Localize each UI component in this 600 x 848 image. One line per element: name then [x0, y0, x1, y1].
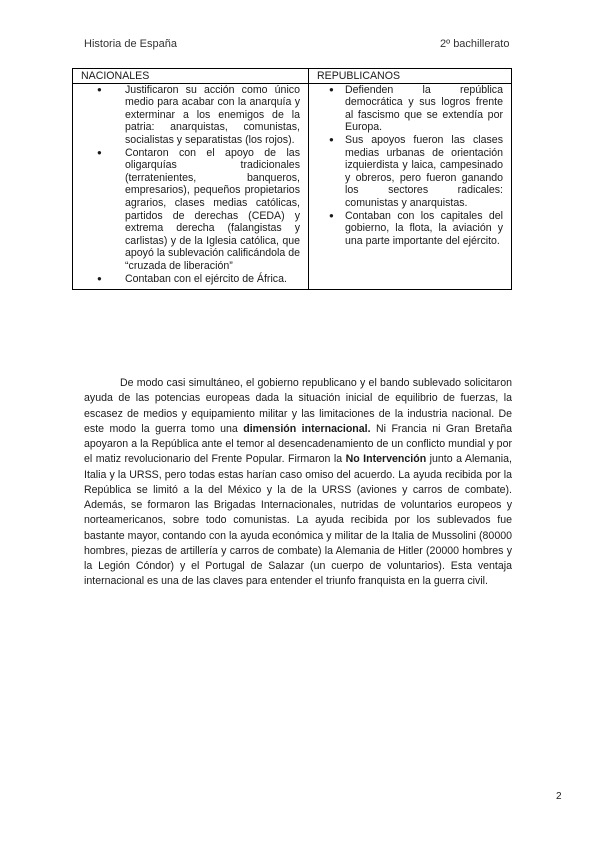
comparison-table — [72, 68, 512, 290]
republicanos-cell — [309, 83, 512, 290]
list-item: ● Contaron con el apoyo de las oligarquías tradicionales (terratenientes, banqueros, empresarios), pequeños propietarios agrarios, clases medias católicas, partidos de derechas (CEDA) y extrema derecha (falangistas y carlistas) y de la Iglesia católica, que apoyó la sublevación calificándola de “cruzada de liberación” — [125, 147, 300, 273]
list-item: ● Contaban con los capitales del gobierno, la flota, la aviación y una parte importante del ejército. — [345, 210, 503, 248]
page-number: 2 — [556, 791, 562, 802]
list-item: ● Defienden la república democrática y sus logros frente al fascismo que se extendía por Europa. — [345, 84, 503, 134]
body-paragraph — [84, 376, 512, 590]
header-subject: Historia de España — [84, 38, 177, 50]
list-item: ● Justificaron su acción como único medio para acabar con la anarquía y exterminar a los enemigos de la patria: anarquistas, comunistas, socialistas y separatistas (los rojos). — [125, 84, 300, 147]
list-item: ● Contaban con el ejército de África. — [125, 273, 300, 286]
bold-term: No Intervención — [345, 453, 427, 466]
paragraph-text: De modo casi simultáneo, el gobierno republicano y el bando sublevado solicitaron ayuda de las potencias europeas dada la situación inicial de equilibrio de fuerzas, la escasez de medios y equipamiento militar y las limitaciones de la industria nacional. De este modo la guerra tomo una — [84, 377, 512, 435]
bold-term: dimensión internacional. — [243, 422, 371, 435]
column-header-republicanos: REPUBLICANOS — [309, 69, 512, 84]
republicanos-list — [317, 84, 503, 248]
header-course: 2º bachillerato — [440, 38, 510, 50]
paragraph-text: junto a Alemania, Italia y la URSS, pero todas estas harían caso omiso del acuerdo. La ayuda recibida por la República se limitó a la del México y la de la URSS (aviones y carros de combate). Además, se formaron las Brigadas Internacionales, nutridas de voluntarios europeos y norteamericanos, sobre todo comunistas. La ayuda recibida por los sublevados fue bastante mayor, contando con la ayuda económica y militar de la Italia de Mussolini (80000 hombres, piezas de artillería y carros de combate) la Alemania de Hitler (20000 hombres y la Legión Cóndor) y el Portugal de Salazar (un cuerpo de voluntarios). Esta ventaja internacional es una de las claves para entender el triunfo franquista en la guerra civil. — [84, 453, 512, 588]
paragraph-text: Ni Francia ni Gran Bretaña apoyaron a la República ante el temor al desencadenamiento de un conflicto mundial y por el matiz revolucionario del Frente Popular. Firmaron la — [84, 422, 512, 466]
nacionales-cell — [73, 83, 309, 290]
column-header-nacionales: NACIONALES — [73, 69, 309, 84]
nacionales-list — [81, 84, 300, 286]
list-item: ● Sus apoyos fueron las clases medias urbanas de orientación izquierdista y laica, campesinado y obreros, pero fueron ganando los sectores radicales: comunistas y anarquistas. — [345, 134, 503, 210]
